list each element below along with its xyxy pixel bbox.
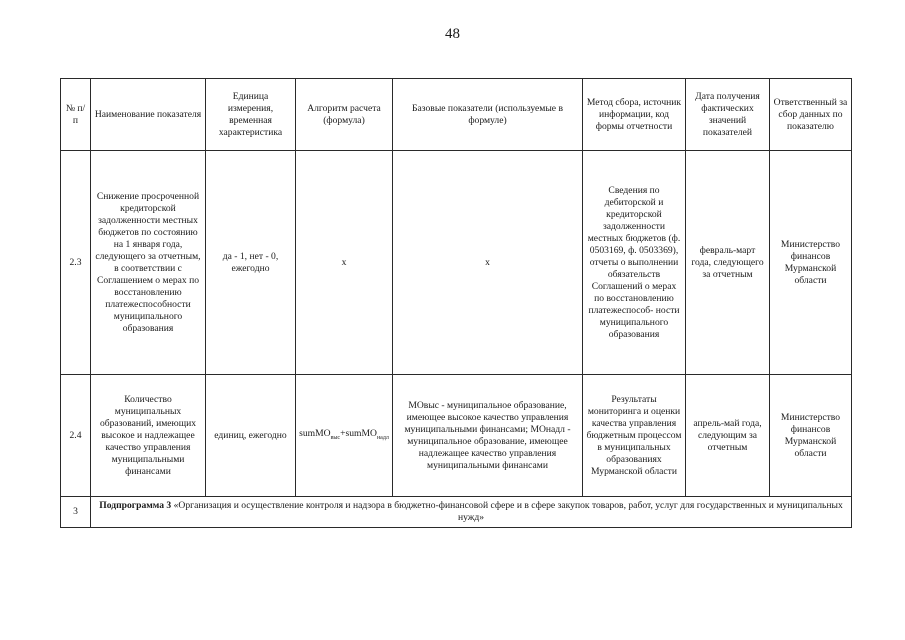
header-responsible: Ответственный за сбор данных по показателю	[770, 79, 852, 151]
subprogram-description: «Организация и осуществление контроля и надзора в бюджетно-финансовой сфере и в сфере закупок товаров, работ, услуг для государственных и муниципальных нужд»	[171, 500, 843, 523]
header-name: Наименование показателя	[91, 79, 206, 151]
formula-part: +sumMO	[340, 427, 377, 439]
formula-subscript: выс	[330, 434, 341, 441]
header-number: № п/п	[61, 79, 91, 151]
page-number: 48	[445, 26, 460, 42]
row-number: 2.3	[61, 151, 91, 375]
header-formula: Алгоритм расчета (формула)	[296, 79, 393, 151]
table-row	[61, 151, 852, 375]
indicator-responsible: Министерство финансов Мурманской области	[770, 151, 852, 375]
header-row	[61, 79, 852, 151]
indicator-method: Результаты мониторинга и оценки качества управления бюджетным процессом в муниципальных образованиях Мурманской области	[583, 375, 686, 497]
indicator-date: февраль-март года, следующего за отчетным	[686, 151, 770, 375]
indicators-table	[60, 78, 852, 528]
indicator-date: апрель-май года, следующим за отчетным	[686, 375, 770, 497]
subprogram-row	[61, 497, 852, 528]
subprogram-label: Подпрограмма 3	[99, 500, 172, 511]
header-base: Базовые показатели (используемые в формуле)	[393, 79, 583, 151]
indicator-name: Снижение просроченной кредиторской задолженности местных бюджетов по состоянию на 1 января года, следующего за отчетным, в соответствии с Соглашением о мерах по восстановлению платежеспособности муниципального образования	[91, 151, 206, 375]
indicator-unit: да - 1, нет - 0, ежегодно	[206, 151, 296, 375]
header-date: Дата получения фактических значений показателей	[686, 79, 770, 151]
indicator-base: МОвыс - муниципальное образование, имеющее высокое качество управления муниципальными финансами; МОнадл - муниципальное образование, имеющее надлежащее качество управления муниципальными финансами	[393, 375, 583, 497]
indicator-formula	[296, 375, 393, 497]
table-row	[61, 375, 852, 497]
indicator-formula	[296, 151, 393, 375]
header-unit: Единица измерения, временная характеристика	[206, 79, 296, 151]
row-number: 2.4	[61, 375, 91, 497]
indicator-unit: единиц, ежегодно	[206, 375, 296, 497]
indicator-method: Сведения по дебиторской и кредиторской задолженности местных бюджетов (ф. 0503169, ф. 0503369), отчеты о выполнении обязательств Соглашений о мерах по восстановлению платежеспособ- ности муниципального образования	[583, 151, 686, 375]
indicator-base: x	[393, 151, 583, 375]
header-method: Метод сбора, источник информации, код формы отчетности	[583, 79, 686, 151]
formula-subscript: надл	[376, 434, 389, 441]
formula-text: x	[341, 256, 347, 268]
indicator-name: Количество муниципальных образований, имеющих высокое и надлежащее качество управления муниципальными финансами	[91, 375, 206, 497]
indicator-responsible: Министерство финансов Мурманской области	[770, 375, 852, 497]
row-number: 3	[61, 497, 91, 528]
subprogram-title	[91, 497, 852, 528]
formula-part: sumMO	[299, 427, 331, 439]
